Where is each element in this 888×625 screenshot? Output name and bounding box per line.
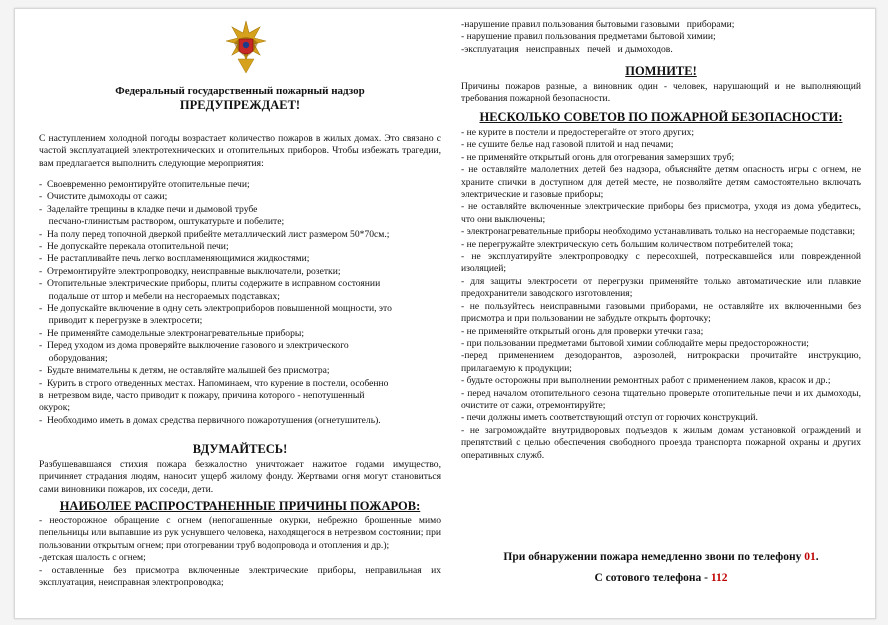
measure-item: - Будьте внимательны к детям, не оставляйте малышей без присмотра; <box>39 365 330 377</box>
measure-item: - На полу перед топочной дверкой прибейте металлический лист размером 50*70см.; <box>39 228 390 240</box>
measure-item: приводит к перегрузке в электросети; <box>39 315 203 327</box>
tips-list <box>461 127 861 462</box>
leaflet-sheet <box>14 8 876 619</box>
tips-heading: НЕСКОЛЬКО СОВЕТОВ ПО ПОЖАРНОЙ БЕЗОПАСНОСТИ: <box>479 110 843 124</box>
remember-paragraph: Причины пожаров разные, а виновник один - человек, нарушающий и не выполняющий требования пожарной безопасности. <box>461 81 861 105</box>
measure-item: оборудования; <box>39 352 108 364</box>
tip-item: - печи должны иметь соответствующий отступ от горючих конструкций. <box>461 412 758 424</box>
cause-item: - оставленные без присмотра включенные электрические приборы, неправильная их эксплуатация, неисправная электропроводка; <box>39 564 441 589</box>
measure-item: подальше от штор и мебели на несгораемых подставках; <box>39 290 280 302</box>
think-paragraph: Разбушевавшаяся стихия пожара безжалостно уничтожает нажитое годами имущество, причиняет страдания людям, наносит ущерб жилому фонду. Жертвами огня могут становиться сами виновники пожаров, их соседи, дети. <box>39 459 441 495</box>
measure-item: - Курить в строго отведенных местах. Напоминаем, что курение в постели, особенно <box>39 377 389 389</box>
think-heading: ВДУМАЙТЕСЬ! <box>192 442 288 456</box>
cause-item: - неосторожное обращение с огнем (непогашенные окурки, небрежно брошенные мимо пепельницы или выпавшие из рук уснувшего человека, находящегося в нетрезвом состоянии; при пользовании открытым огнем; при отогревании труб водопровода и отопления и др.); <box>39 515 441 551</box>
measure-item: - Очистите дымоходы от сажи; <box>39 191 168 203</box>
measure-item: - Отопительные электрические приборы, плиты содержите в исправном состоянии <box>39 278 381 290</box>
tip-item: - будьте осторожны при выполнении ремонтных работ с применением лаков, красок и др.; <box>461 375 831 387</box>
measure-item: - Не применяйте самодельные электронагревательные приборы; <box>39 327 304 339</box>
tip-item: -перед применением дезодорантов, аэрозолей, нитрокраски прочитайте инструкцию, прилагаемую к продукции; <box>461 350 861 374</box>
tip-item: - не загромождайте внутридворовых подъездов к жилым домам установкой ограждений и препятствий с целью обеспечения свободного проезда транспорта пожарной охраны и других оперативных служб. <box>461 424 861 461</box>
measure-item: - Не допускайте перекала отопительной печи; <box>39 241 229 253</box>
tip-item: - перед началом отопительного сезона тщательно проверьте отопительные печи и их дымоходы, очистите от сажи, отремонтируйте; <box>461 387 861 411</box>
cause-item: -эксплуатация неисправных печей и дымоходов. <box>461 43 673 55</box>
measure-item: - Отремонтируйте электропроводку, неисправные выключатели, розетки; <box>39 265 341 277</box>
measure-item: окурок; <box>39 402 71 414</box>
tip-item: - не применяйте открытый огонь для проверки утечки газа; <box>461 325 704 337</box>
tip-item: - не пользуйтесь неисправными газовыми приборами, не оставляйте их включенными без присмотра и при пользовании не забудьте открыть форточку; <box>461 300 861 325</box>
measure-item: - Не допускайте включение в одну сеть электроприборов повышенной мощности, это <box>39 303 392 315</box>
tip-item: - не перегружайте электрическую сеть большим количеством потребителей тока; <box>461 238 794 250</box>
tip-item: - не эксплуатируйте электропроводку с пересохшей, потрескавшейся или поврежденной изоляцией; <box>461 251 861 275</box>
emercom-emblem-icon <box>224 19 268 75</box>
measure-item: - Своевременно ремонтируйте отопительные печи; <box>39 179 250 190</box>
causes-list-left <box>39 515 441 589</box>
emergency-call-line <box>461 550 861 564</box>
tip-item: - электронагревательные приборы необходимо устанавливать только на несгораемые подставки; <box>461 226 855 238</box>
mobile-call-line <box>461 571 861 585</box>
warns-heading: ПРЕДУПРЕЖДАЕТ! <box>179 98 301 112</box>
tip-item: - не сушите белье над газовой плитой и над печами; <box>461 139 674 151</box>
measure-item: в нетрезвом виде, часто приводит к пожару, причина которого - непотушенный <box>39 389 365 401</box>
causes-list-right <box>461 19 861 56</box>
mobile-phone-number: 112 <box>710 572 728 584</box>
measure-item: - Не растапливайте печь легко воспламеняющимися жидкостями; <box>39 253 310 265</box>
cause-item: -нарушение правил пользования бытовыми газовыми приборами; <box>461 19 735 30</box>
call-text: При обнаружении пожара немедленно звони по телефону <box>503 551 802 563</box>
org-title: Федеральный государственный пожарный надзор <box>115 85 365 97</box>
tip-item: - при пользовании предметами бытовой химии соблюдайте меры предосторожности; <box>461 337 809 349</box>
cause-item: - нарушение правил пользования предметами бытовой химии; <box>461 31 716 43</box>
causes-heading: НАИБОЛЕЕ РАСПРОСТРАНЕННЫЕ ПРИЧИНЫ ПОЖАРОВ: <box>59 499 421 513</box>
measure-item: - Необходимо иметь в домах средства первичного пожаротушения (огнетушитель). <box>39 414 381 426</box>
tip-item: - не применяйте открытый огонь для отогревания замерзших труб; <box>461 151 735 163</box>
measures-list <box>39 179 441 427</box>
intro-paragraph: С наступлением холодной погоды возрастает количество пожаров в жилых домах. Это связано с частой эксплуатацией электротехнических и отопительных приборов. Чтобы избежать трагедии, вам предлагается выполнить следующие мероприятия: <box>39 133 441 169</box>
tip-item: - для защиты электросети от перегрузки применяйте только автоматические или плавкие предохранители заводского изготовления; <box>461 275 861 300</box>
fire-phone-number: 01 <box>804 551 816 563</box>
tip-item: - не курите в постели и предостерегайте от этого других; <box>461 127 695 138</box>
tip-item: - не оставляйте включенные электрические приборы без присмотра, уходя из дома убедитесь, что они выключены; <box>461 201 861 225</box>
measure-item: песчано-глинистым раствором, оштукатурьте и побелите; <box>39 216 285 228</box>
mobile-text: С сотового телефона - <box>594 572 709 584</box>
tip-item: - не оставляйте малолетних детей без надзора, объясняйте детям опасность игры с огнем, не храните спички в доступном для детей месте, не позволяйте детям самостоятельно включать электрические и газовые приборы; <box>461 164 861 201</box>
call-dot: . <box>815 551 819 563</box>
measure-item: - Заделайте трещины в кладке печи и дымовой трубе <box>39 203 258 215</box>
measure-item: - Перед уходом из дома проверяйте выключение газового и электрического <box>39 340 349 352</box>
remember-heading: ПОМНИТЕ! <box>625 64 697 78</box>
cause-item: -детская шалость с огнем; <box>39 552 146 564</box>
